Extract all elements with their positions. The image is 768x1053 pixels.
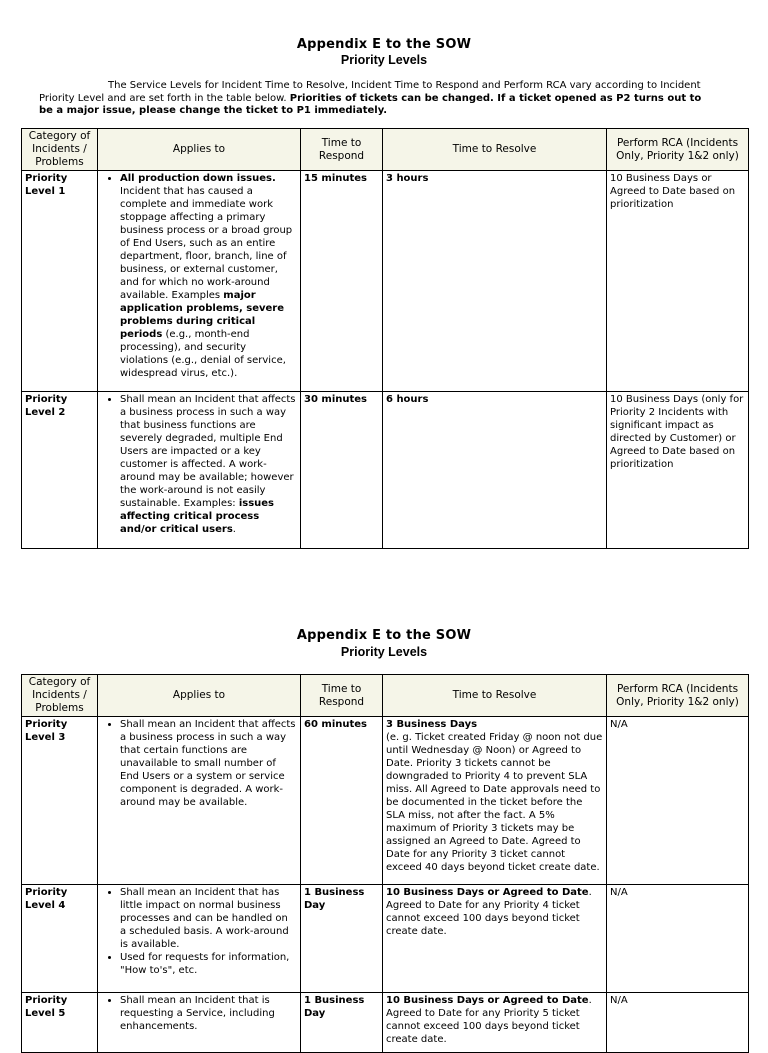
header-time-to-resolve: Time to Resolve (383, 129, 607, 171)
list-item (120, 172, 297, 380)
intro-text: Priority Level and are set forth in the table below. (39, 92, 290, 104)
intro-bold-note: Priorities of tickets can be changed. If a ticket opened as P2 turns out to be a major issue, please change the ticket to P1 immediately. (39, 92, 702, 116)
category-cell: Priority Level 1 (22, 171, 98, 392)
resolve-text: . Agreed to Date for any Priority 5 ticket cannot exceed 100 days beyond ticket create date. (386, 995, 592, 1045)
applies-bold: issues affecting critical process and/or critical users (120, 498, 275, 535)
header-applies-to: Applies to (98, 675, 301, 717)
list-item: • Shall mean an Incident that is requesting a Service, including enhancements. (120, 994, 297, 1033)
list-item: • Shall mean an Incident that has little impact on normal business processes and can be handled on a scheduled basis. A work-around is available. (120, 886, 297, 951)
category-cell: Priority Level 2 (22, 392, 98, 549)
respond-cell: 15 minutes (301, 171, 383, 392)
rca-cell: 10 Business Days or Agreed to Date based on prioritization (607, 171, 749, 392)
table-row (22, 717, 749, 885)
applies-text: Shall mean an Incident that affects a business process in such a way that business functions are severely degraded, multiple End Users are impacted or a key customer is affected. A work-around may be available; however the work-around is not easily sustainable. Examples: (120, 394, 296, 509)
priority-table-2 (21, 674, 749, 1053)
applies-bold: major application problems, severe problems during critical periods (120, 290, 285, 340)
respond-cell: 30 minutes (301, 392, 383, 549)
table-row (22, 993, 749, 1053)
applies-text: Incident that has caused a complete and immediate work stoppage affecting a primary business process or a broad group of End Users, such as an entire department, floor, branch, line of business, or external customer, and for which no work-around available. Examples (120, 186, 293, 301)
applies-tail: (e.g., month-end processing), and security violations (e.g., denial of service, widespread virus, etc.). (120, 329, 286, 379)
table-row (22, 885, 749, 993)
page-title: Appendix E to the SOW (296, 628, 472, 643)
page-subtitle: Priority Levels (340, 645, 428, 659)
list-item: • Used for requests for information, "How to's", etc. (120, 951, 297, 977)
header-time-to-respond: Time to Respond (301, 675, 383, 717)
applies-lead: All production down issues. (120, 173, 276, 184)
resolve-text: (e. g. Ticket created Friday @ noon not due until Wednesday @ Noon) or Agreed to Date. Priority 3 tickets cannot be downgraded to Priority 4 to prevent SLA miss. All Agreed to Date approvals need to be documented in the ticket before the SLA miss, not after the fact. A 5% maximum of Priority 3 tickets may be assigned an Agreed to Date. Agreed to Date for any Priority 3 ticket cannot exceed 40 days beyond ticket create date. (386, 732, 603, 873)
list-item (120, 393, 297, 536)
page-title: Appendix E to the SOW (296, 37, 472, 52)
resolve-cell: 3 hours (383, 171, 607, 392)
header-perform-rca: Perform RCA (Incidents Only, Priority 1&2 only) (607, 129, 749, 171)
applies-cell (98, 717, 301, 885)
category-cell: Priority Level 3 (22, 717, 98, 885)
table-header-row (22, 129, 749, 171)
resolve-text: . Agreed to Date for any Priority 4 ticket cannot exceed 100 days beyond ticket create date. (386, 887, 592, 937)
intro-paragraph (39, 80, 709, 118)
header-time-to-respond: Time to Respond (301, 129, 383, 171)
header-time-to-resolve: Time to Resolve (383, 675, 607, 717)
category-cell: Priority Level 5 (22, 993, 98, 1053)
table-row (22, 392, 749, 549)
rca-cell: N/A (607, 885, 749, 993)
resolve-cell (383, 717, 607, 885)
applies-cell (98, 171, 301, 392)
rca-cell: N/A (607, 993, 749, 1053)
rca-cell: N/A (607, 717, 749, 885)
header-applies-to: Applies to (98, 129, 301, 171)
resolve-bold: 10 Business Days or Agreed to Date (386, 887, 589, 898)
resolve-cell: 6 hours (383, 392, 607, 549)
header-perform-rca: Perform RCA (Incidents Only, Priority 1&2 only) (607, 675, 749, 717)
respond-cell: 60 minutes (301, 717, 383, 885)
respond-cell: 1 Business Day (301, 993, 383, 1053)
category-cell: Priority Level 4 (22, 885, 98, 993)
table-header-row (22, 675, 749, 717)
resolve-cell (383, 885, 607, 993)
applies-cell (98, 392, 301, 549)
header-category: Category of Incidents / Problems (22, 129, 98, 171)
resolve-bold: 10 Business Days or Agreed to Date (386, 995, 589, 1006)
applies-cell (98, 885, 301, 993)
resolve-bold: 3 Business Days (386, 719, 478, 730)
resolve-cell (383, 993, 607, 1053)
rca-cell: 10 Business Days (only for Priority 2 Incidents with significant impact as directed by Customer) or Agreed to Date based on prioritization (607, 392, 749, 549)
list-item: • Shall mean an Incident that affects a business process in such a way that certain functions are unavailable to small number of End Users or a system or service component is degraded. A work-around may be available. (120, 718, 297, 809)
applies-cell (98, 993, 301, 1053)
priority-table-1 (21, 128, 749, 549)
respond-cell: 1 Business Day (301, 885, 383, 993)
applies-tail: . (232, 524, 236, 535)
header-category: Category of Incidents / Problems (22, 675, 98, 717)
intro-line: The Service Levels for Incident Time to Resolve, Incident Time to Respond and Perform RCA vary according to Incident (108, 80, 701, 91)
table-row (22, 171, 749, 392)
page-subtitle: Priority Levels (340, 53, 428, 67)
